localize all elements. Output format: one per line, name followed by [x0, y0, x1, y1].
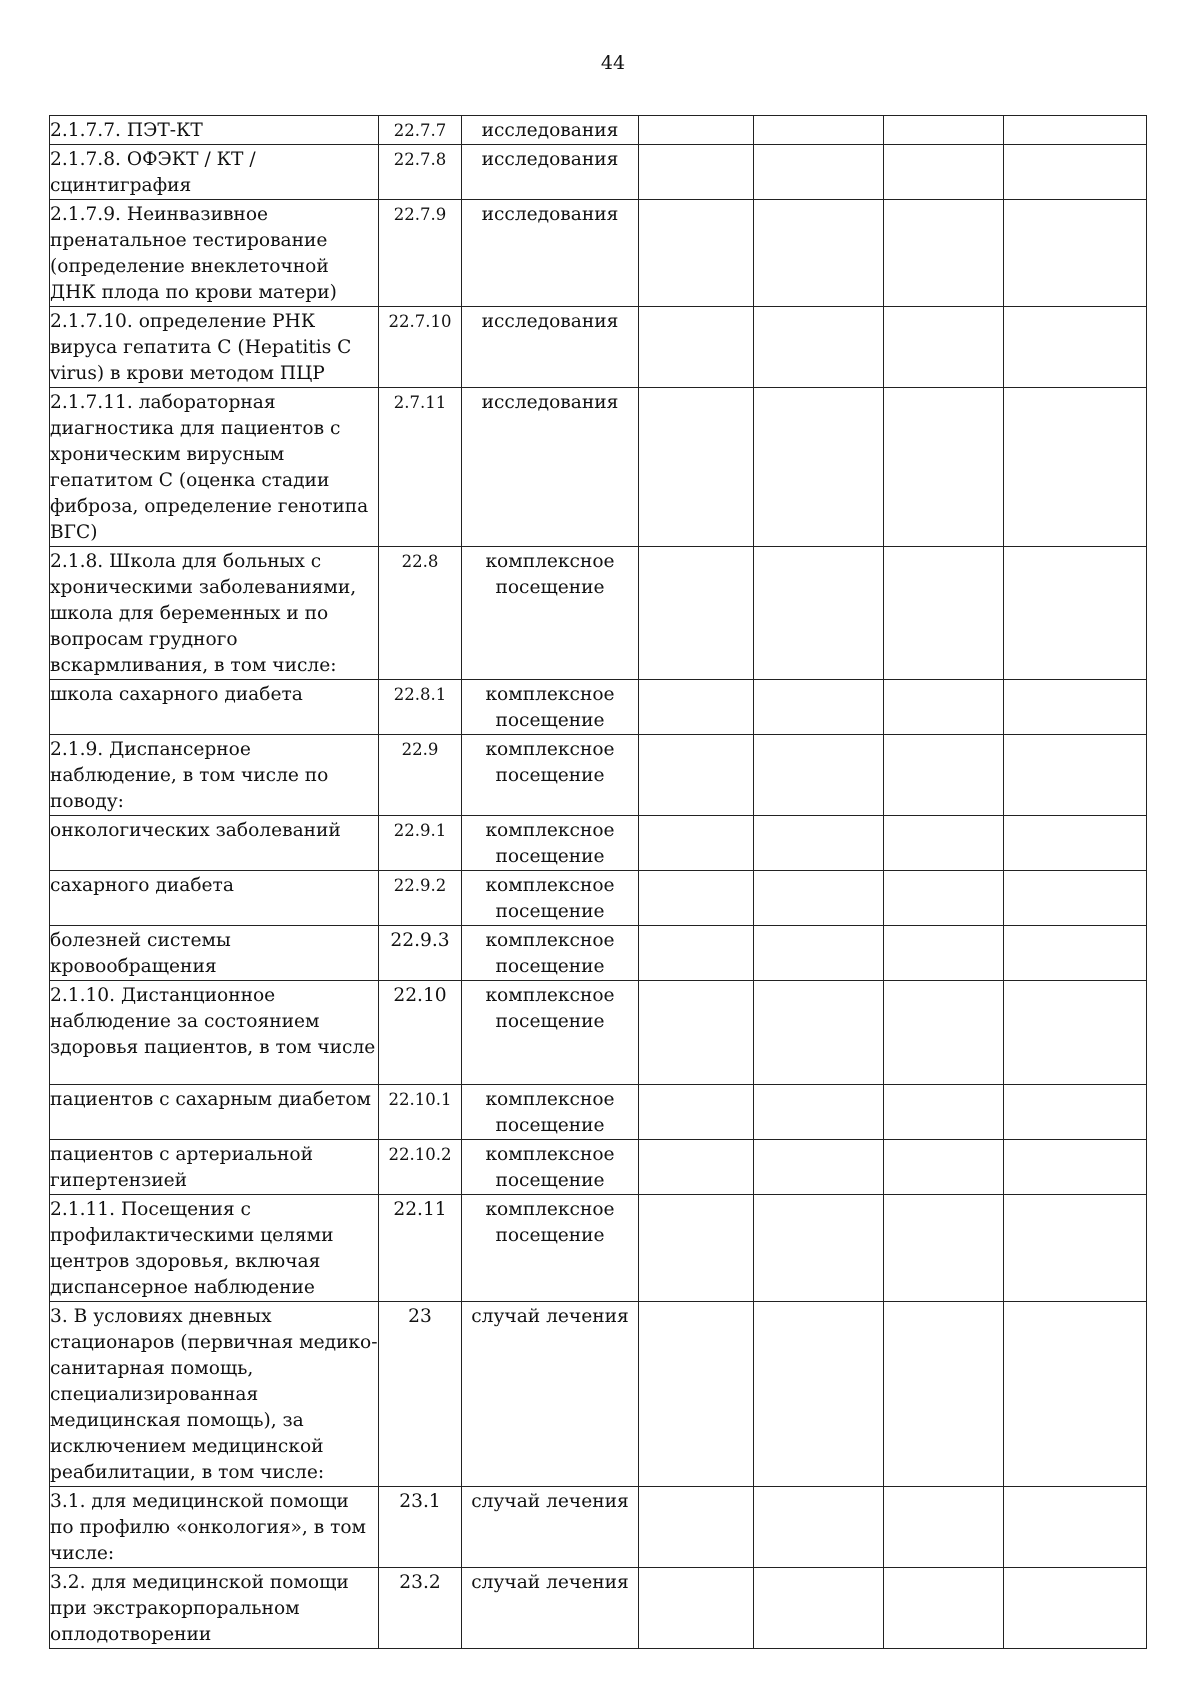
row-unit-cell: исследования	[462, 116, 639, 145]
row-code: 22.7.7	[393, 121, 447, 140]
row-name-cell: 2.1.7.8. ОФЭКТ / КТ / сцинтиграфия	[50, 145, 379, 200]
row-unit-cell: комплексное посещение	[462, 816, 639, 871]
empty-value-cell	[1004, 388, 1147, 547]
table-row	[50, 1195, 1147, 1302]
empty-value-cell	[1004, 926, 1147, 981]
empty-value-cell	[884, 1195, 1004, 1302]
row-name-cell: 3.2. для медицинской помощи при экстракорпоральном оплодотворении	[50, 1568, 379, 1649]
empty-value-cell	[639, 981, 754, 1085]
empty-value-cell	[639, 1085, 754, 1140]
empty-value-cell	[639, 200, 754, 307]
row-unit-cell: комплексное посещение	[462, 1085, 639, 1140]
row-name-cell: 2.1.9. Диспансерное наблюдение, в том числе по поводу:	[50, 735, 379, 816]
empty-value-cell	[754, 871, 884, 926]
empty-value-cell	[639, 1487, 754, 1568]
empty-value-cell	[1004, 1302, 1147, 1487]
row-unit-cell: исследования	[462, 200, 639, 307]
row-unit-cell: комплексное посещение	[462, 1195, 639, 1302]
empty-value-cell	[754, 981, 884, 1085]
row-unit-cell: случай лечения	[462, 1487, 639, 1568]
empty-value-cell	[639, 680, 754, 735]
empty-value-cell	[884, 200, 1004, 307]
empty-value-cell	[884, 1302, 1004, 1487]
row-code-cell	[379, 1195, 462, 1302]
row-code: 2.7.11	[393, 393, 447, 412]
empty-value-cell	[884, 680, 1004, 735]
row-code: 22.10	[393, 985, 447, 1006]
empty-value-cell	[884, 145, 1004, 200]
row-code: 22.8	[401, 552, 439, 571]
row-unit-cell: исследования	[462, 307, 639, 388]
row-name-cell: онкологических заболеваний	[50, 816, 379, 871]
row-unit-cell: исследования	[462, 388, 639, 547]
table-row	[50, 871, 1147, 926]
row-code: 23.2	[399, 1572, 441, 1593]
table-row	[50, 926, 1147, 981]
row-code: 22.11	[393, 1199, 447, 1220]
empty-value-cell	[884, 116, 1004, 145]
empty-value-cell	[1004, 680, 1147, 735]
row-name-cell: болезней системы кровообращения	[50, 926, 379, 981]
empty-value-cell	[1004, 1487, 1147, 1568]
table-row	[50, 200, 1147, 307]
row-unit-cell: комплексное посещение	[462, 1140, 639, 1195]
row-code-cell	[379, 816, 462, 871]
empty-value-cell	[639, 388, 754, 547]
row-code: 22.9	[401, 740, 439, 759]
row-code-cell	[379, 200, 462, 307]
table-row	[50, 307, 1147, 388]
row-unit-cell: комплексное посещение	[462, 871, 639, 926]
row-name-cell: 2.1.7.7. ПЭТ-КТ	[50, 116, 379, 145]
empty-value-cell	[754, 388, 884, 547]
row-code-cell	[379, 1140, 462, 1195]
row-name-cell: школа сахарного диабета	[50, 680, 379, 735]
empty-value-cell	[639, 926, 754, 981]
row-unit-cell: исследования	[462, 145, 639, 200]
table-row	[50, 1568, 1147, 1649]
row-name-cell: 2.1.11. Посещения с профилактическими целями центров здоровья, включая диспансерное наблюдение	[50, 1195, 379, 1302]
row-code: 22.10.2	[388, 1145, 452, 1164]
row-name-cell: 2.1.7.10. определение РНК вируса гепатита C (Hepatitis C virus) в крови методом ПЦР	[50, 307, 379, 388]
empty-value-cell	[1004, 1140, 1147, 1195]
empty-value-cell	[639, 116, 754, 145]
row-code: 23	[408, 1306, 432, 1327]
row-unit-cell: комплексное посещение	[462, 547, 639, 680]
row-name-cell: 3.1. для медицинской помощи по профилю «онкология», в том числе:	[50, 1487, 379, 1568]
empty-value-cell	[884, 926, 1004, 981]
empty-value-cell	[1004, 1568, 1147, 1649]
row-unit-cell: комплексное посещение	[462, 926, 639, 981]
empty-value-cell	[639, 1140, 754, 1195]
row-code-cell	[379, 680, 462, 735]
row-code-cell	[379, 145, 462, 200]
row-code-cell	[379, 1568, 462, 1649]
table-row	[50, 145, 1147, 200]
row-code-cell	[379, 981, 462, 1085]
row-code-cell	[379, 926, 462, 981]
empty-value-cell	[754, 1195, 884, 1302]
row-name-cell: 2.1.10. Дистанционное наблюдение за состоянием здоровья пациентов, в том числе	[50, 981, 379, 1085]
empty-value-cell	[884, 547, 1004, 680]
empty-value-cell	[639, 1302, 754, 1487]
row-code-cell	[379, 116, 462, 145]
row-code: 22.9.1	[393, 821, 447, 840]
row-unit-cell: случай лечения	[462, 1568, 639, 1649]
row-name-cell: сахарного диабета	[50, 871, 379, 926]
row-name-cell: пациентов с артериальной гипертензией	[50, 1140, 379, 1195]
table-row	[50, 547, 1147, 680]
empty-value-cell	[884, 816, 1004, 871]
empty-value-cell	[639, 871, 754, 926]
table-row	[50, 680, 1147, 735]
empty-value-cell	[754, 816, 884, 871]
empty-value-cell	[754, 547, 884, 680]
empty-value-cell	[884, 307, 1004, 388]
row-unit-cell: комплексное посещение	[462, 981, 639, 1085]
empty-value-cell	[754, 1085, 884, 1140]
empty-value-cell	[884, 1140, 1004, 1195]
empty-value-cell	[1004, 145, 1147, 200]
empty-value-cell	[639, 307, 754, 388]
row-code-cell	[379, 547, 462, 680]
empty-value-cell	[754, 926, 884, 981]
empty-value-cell	[639, 145, 754, 200]
empty-value-cell	[884, 1568, 1004, 1649]
empty-value-cell	[884, 981, 1004, 1085]
row-name-cell: 2.1.7.11. лабораторная диагностика для пациентов с хроническим вирусным гепатитом С (оценка стадии фиброза, определение генотипа ВГС)	[50, 388, 379, 547]
empty-value-cell	[884, 388, 1004, 547]
empty-value-cell	[884, 735, 1004, 816]
row-unit-cell: комплексное посещение	[462, 680, 639, 735]
empty-value-cell	[754, 1140, 884, 1195]
empty-value-cell	[884, 1085, 1004, 1140]
empty-value-cell	[1004, 735, 1147, 816]
empty-value-cell	[754, 116, 884, 145]
empty-value-cell	[639, 547, 754, 680]
empty-value-cell	[1004, 1195, 1147, 1302]
empty-value-cell	[639, 735, 754, 816]
empty-value-cell	[1004, 116, 1147, 145]
empty-value-cell	[1004, 1085, 1147, 1140]
table-row	[50, 981, 1147, 1085]
row-code: 23.1	[399, 1491, 441, 1512]
row-code: 22.7.8	[393, 150, 447, 169]
page-number: 44	[600, 52, 626, 74]
empty-value-cell	[754, 1302, 884, 1487]
row-unit-cell: случай лечения	[462, 1302, 639, 1487]
empty-value-cell	[754, 680, 884, 735]
row-code: 22.9.2	[393, 876, 447, 895]
empty-value-cell	[1004, 871, 1147, 926]
row-code: 22.7.10	[388, 312, 452, 331]
row-code-cell	[379, 871, 462, 926]
table-body	[50, 116, 1147, 1649]
table-row	[50, 816, 1147, 871]
row-code-cell	[379, 1085, 462, 1140]
empty-value-cell	[1004, 547, 1147, 680]
row-code: 22.8.1	[393, 685, 447, 704]
empty-value-cell	[1004, 816, 1147, 871]
empty-value-cell	[639, 816, 754, 871]
table-row	[50, 1302, 1147, 1487]
empty-value-cell	[754, 1487, 884, 1568]
row-unit-cell: комплексное посещение	[462, 735, 639, 816]
empty-value-cell	[1004, 200, 1147, 307]
empty-value-cell	[1004, 307, 1147, 388]
row-name-cell: пациентов с сахарным диабетом	[50, 1085, 379, 1140]
empty-value-cell	[754, 145, 884, 200]
data-table	[49, 115, 1147, 1649]
empty-value-cell	[639, 1195, 754, 1302]
row-code: 22.7.9	[393, 205, 447, 224]
row-code-cell	[379, 1487, 462, 1568]
empty-value-cell	[754, 1568, 884, 1649]
row-code-cell	[379, 1302, 462, 1487]
row-name-cell: 2.1.8. Школа для больных с хроническими заболеваниями, школа для беременных и по вопросам грудного вскармливания, в том числе:	[50, 547, 379, 680]
row-name-cell: 2.1.7.9. Неинвазивное пренатальное тестирование (определение внеклеточной ДНК плода по крови матери)	[50, 200, 379, 307]
table-row	[50, 1487, 1147, 1568]
row-code: 22.9.3	[390, 930, 450, 951]
empty-value-cell	[754, 735, 884, 816]
empty-value-cell	[754, 200, 884, 307]
empty-value-cell	[639, 1568, 754, 1649]
row-name-cell: 3. В условиях дневных стационаров (первичная медико-санитарная помощь, специализированная медицинская помощь), за исключением медицинской реабилитации, в том числе:	[50, 1302, 379, 1487]
table-row	[50, 388, 1147, 547]
empty-value-cell	[754, 307, 884, 388]
row-code-cell	[379, 735, 462, 816]
table-row	[50, 735, 1147, 816]
empty-value-cell	[884, 1487, 1004, 1568]
row-code-cell	[379, 388, 462, 547]
table-row	[50, 1085, 1147, 1140]
empty-value-cell	[1004, 981, 1147, 1085]
empty-value-cell	[884, 871, 1004, 926]
row-code-cell	[379, 307, 462, 388]
row-code: 22.10.1	[388, 1090, 452, 1109]
table-row	[50, 1140, 1147, 1195]
table-row	[50, 116, 1147, 145]
